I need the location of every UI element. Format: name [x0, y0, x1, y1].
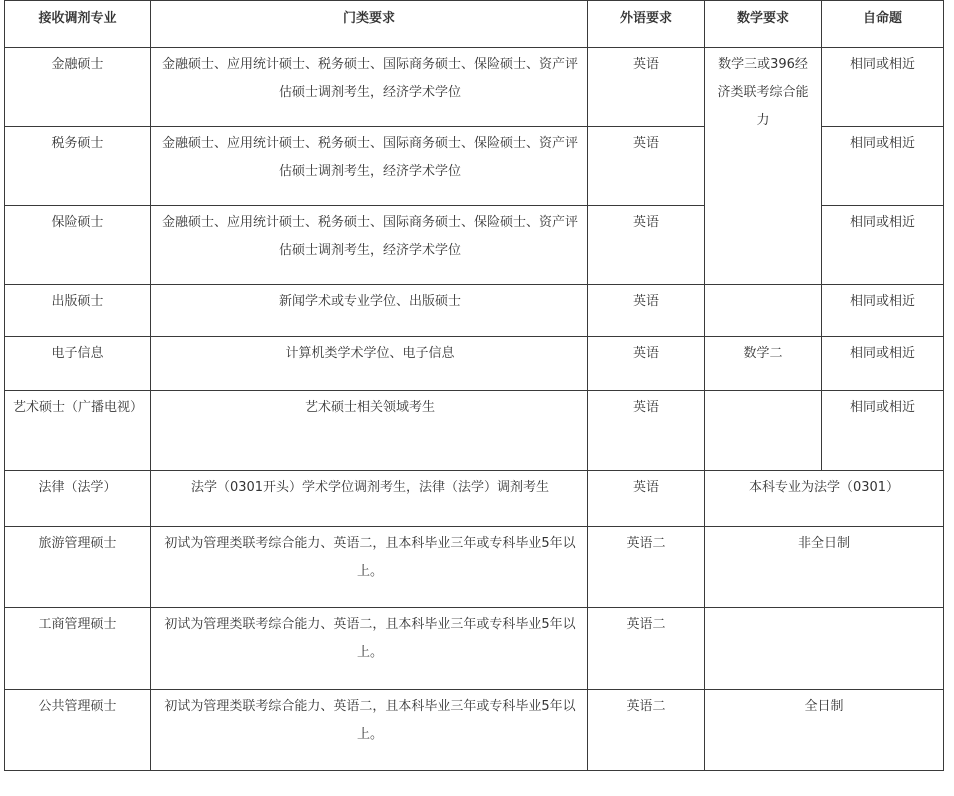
cell-exam: 相同或相近	[822, 48, 944, 127]
adjustment-table	[4, 0, 944, 771]
cell-exam: 相同或相近	[822, 285, 944, 337]
header-language: 外语要求	[588, 1, 705, 48]
cell-exam: 相同或相近	[822, 127, 944, 206]
cell-language: 英语	[588, 127, 705, 206]
header-math: 数学要求	[705, 1, 822, 48]
cell-major: 艺术硕士（广播电视）	[5, 391, 151, 471]
cell-category: 金融硕士、应用统计硕士、税务硕士、国际商务硕士、保险硕士、资产评估硕士调剂考生，经济学术学位	[151, 206, 588, 285]
cell-major: 法律（法学）	[5, 471, 151, 527]
cell-language: 英语二	[588, 608, 705, 690]
cell-major: 公共管理硕士	[5, 690, 151, 771]
cell-major: 税务硕士	[5, 127, 151, 206]
cell-major: 金融硕士	[5, 48, 151, 127]
cell-language: 英语	[588, 391, 705, 471]
cell-major: 工商管理硕士	[5, 608, 151, 690]
cell-exam: 相同或相近	[822, 337, 944, 391]
cell-category: 金融硕士、应用统计硕士、税务硕士、国际商务硕士、保险硕士、资产评估硕士调剂考生，经济学术学位	[151, 127, 588, 206]
cell-language: 英语	[588, 471, 705, 527]
cell-language: 英语	[588, 206, 705, 285]
table-row	[5, 285, 944, 337]
cell-language: 英语	[588, 337, 705, 391]
table-header-row	[5, 1, 944, 48]
table-row	[5, 527, 944, 608]
table-row	[5, 337, 944, 391]
cell-category: 计算机类学术学位、电子信息	[151, 337, 588, 391]
table-row	[5, 471, 944, 527]
cell-major: 旅游管理硕士	[5, 527, 151, 608]
header-major: 接收调剂专业	[5, 1, 151, 48]
cell-math	[705, 391, 822, 471]
cell-category: 初试为管理类联考综合能力、英语二，且本科毕业三年或专科毕业5年以上。	[151, 527, 588, 608]
cell-major: 出版硕士	[5, 285, 151, 337]
table-row	[5, 690, 944, 771]
cell-language: 英语二	[588, 690, 705, 771]
header-category: 门类要求	[151, 1, 588, 48]
table-row	[5, 391, 944, 471]
cell-merged-requirement: 本科专业为法学（0301）	[705, 471, 944, 527]
cell-exam: 相同或相近	[822, 206, 944, 285]
header-self-exam: 自命题	[822, 1, 944, 48]
cell-major: 电子信息	[5, 337, 151, 391]
cell-merged-requirement: 非全日制	[705, 527, 944, 608]
cell-language: 英语二	[588, 527, 705, 608]
cell-exam: 相同或相近	[822, 391, 944, 471]
cell-category: 初试为管理类联考综合能力、英语二，且本科毕业三年或专科毕业5年以上。	[151, 690, 588, 771]
cell-language: 英语	[588, 48, 705, 127]
cell-category: 新闻学术或专业学位、出版硕士	[151, 285, 588, 337]
cell-math	[705, 285, 822, 337]
cell-category: 金融硕士、应用统计硕士、税务硕士、国际商务硕士、保险硕士、资产评估硕士调剂考生，经济学术学位	[151, 48, 588, 127]
cell-merged-requirement: 全日制	[705, 690, 944, 771]
table-row	[5, 608, 944, 690]
cell-math: 数学二	[705, 337, 822, 391]
cell-category: 初试为管理类联考综合能力、英语二，且本科毕业三年或专科毕业5年以上。	[151, 608, 588, 690]
table-row	[5, 48, 944, 127]
cell-merged-requirement	[705, 608, 944, 690]
cell-language: 英语	[588, 285, 705, 337]
cell-major: 保险硕士	[5, 206, 151, 285]
cell-category: 艺术硕士相关领域考生	[151, 391, 588, 471]
cell-category: 法学（0301开头）学术学位调剂考生，法律（法学）调剂考生	[151, 471, 588, 527]
cell-math-shared: 数学三或396经济类联考综合能力	[705, 48, 822, 285]
